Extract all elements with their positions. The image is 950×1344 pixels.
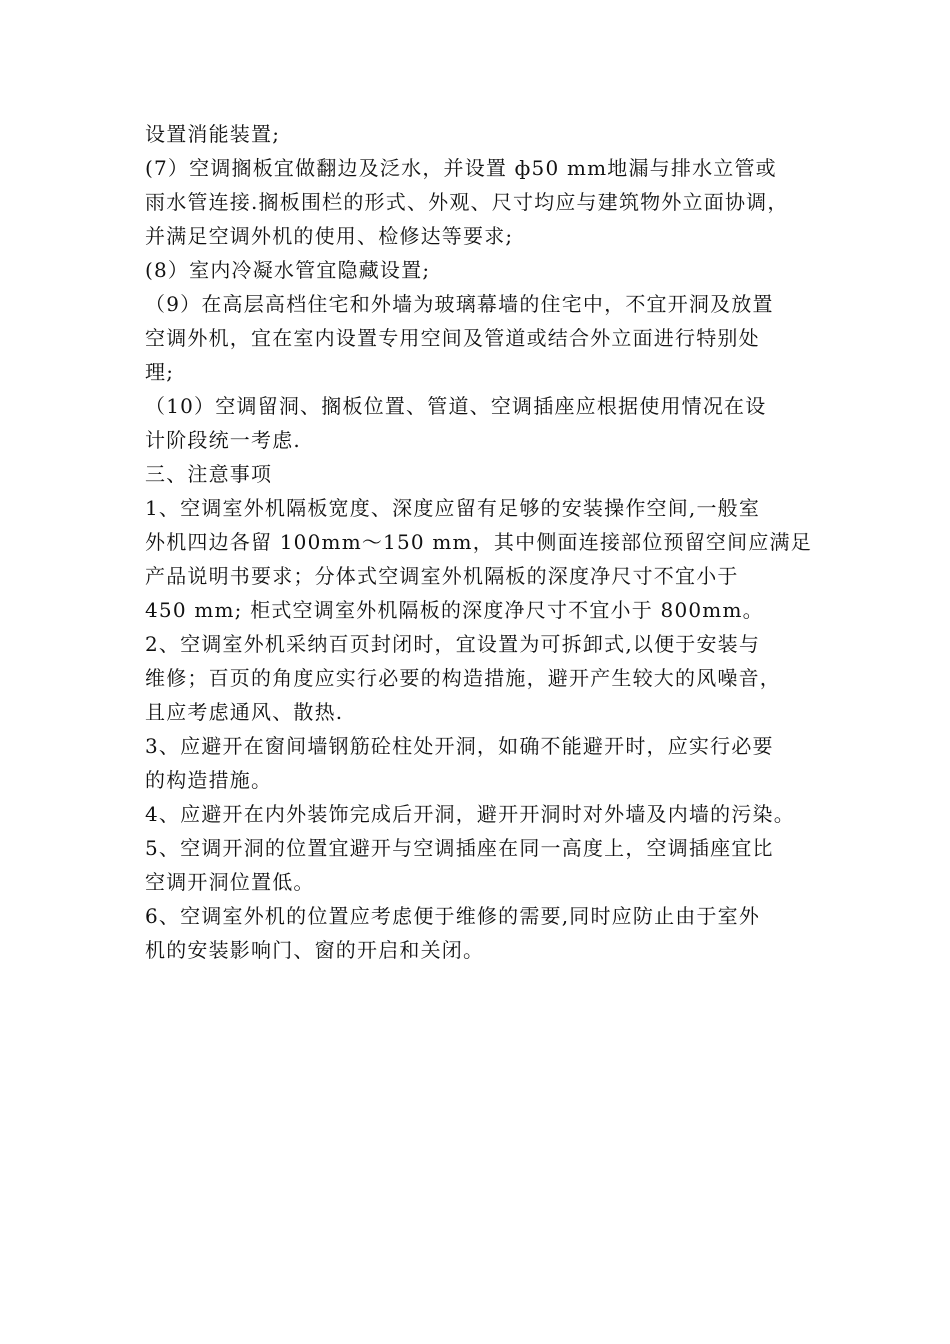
section-heading: 三、注意事项: [145, 462, 273, 486]
text-line: 4、应避开在内外装饰完成后开洞，避开开洞时对外墙及内墙的污染。: [145, 802, 795, 826]
text-line: (7）空调搁板宜做翻边及泛水，并设置 ф50 mm地漏与排水立管或: [145, 156, 777, 180]
text-line: 计阶段统一考虑.: [145, 428, 301, 452]
text-line: 450 mm; 柜式空调室外机隔板的深度净尺寸不宜小于 800mm。: [145, 598, 764, 622]
text-line: 维修；百页的角度应实行必要的构造措施，避开产生较大的风噪音，: [145, 666, 781, 690]
text-line: 空调外机，宜在室内设置专用空间及管道或结合外立面进行特别处: [145, 326, 760, 350]
text-line: 理;: [145, 360, 175, 384]
text-line: 且应考虑通风、散热.: [145, 700, 344, 724]
text-line: 3、应避开在窗间墙钢筋砼柱处开洞，如确不能避开时，应实行必要: [145, 734, 774, 758]
text-line: 2、空调室外机采纳百页封闭时，宜设置为可拆卸式,以便于安装与: [145, 632, 761, 656]
text-line: 空调开洞位置低。: [145, 870, 315, 894]
text-line: (8）室内冷凝水管宜隐藏设置;: [145, 258, 431, 282]
text-line: （10）空调留洞、搁板位置、管道、空调插座应根据使用情况在设: [145, 394, 767, 418]
text-line: 设置消能装置;: [145, 122, 281, 146]
text-line: 并满足空调外机的使用、检修达等要求;: [145, 224, 514, 248]
text-line: （9）在高层高档住宅和外墙为玻璃幕墙的住宅中，不宜开洞及放置: [145, 292, 774, 316]
text-line: 的构造措施。: [145, 768, 273, 792]
text-line: 5、空调开洞的位置宜避开与空调插座在同一高度上，空调插座宜比: [145, 836, 774, 860]
document-body: [145, 117, 825, 967]
text-line: 外机四边各留 100mm～150 mm，其中侧面连接部位预留空间应满足: [145, 530, 812, 554]
text-line: 机的安装影响门、窗的开启和关闭。: [145, 938, 485, 962]
text-line: 1、空调室外机隔板宽度、深度应留有足够的安装操作空间,一般室: [145, 496, 761, 520]
text-line: 产品说明书要求；分体式空调室外机隔板的深度净尺寸不宜小于: [145, 564, 739, 588]
text-line: 雨水管连接.搁板围栏的形式、外观、尺寸均应与建筑物外立面协调，: [145, 190, 789, 214]
text-line: 6、空调室外机的位置应考虑便于维修的需要,同时应防止由于室外: [145, 904, 761, 928]
